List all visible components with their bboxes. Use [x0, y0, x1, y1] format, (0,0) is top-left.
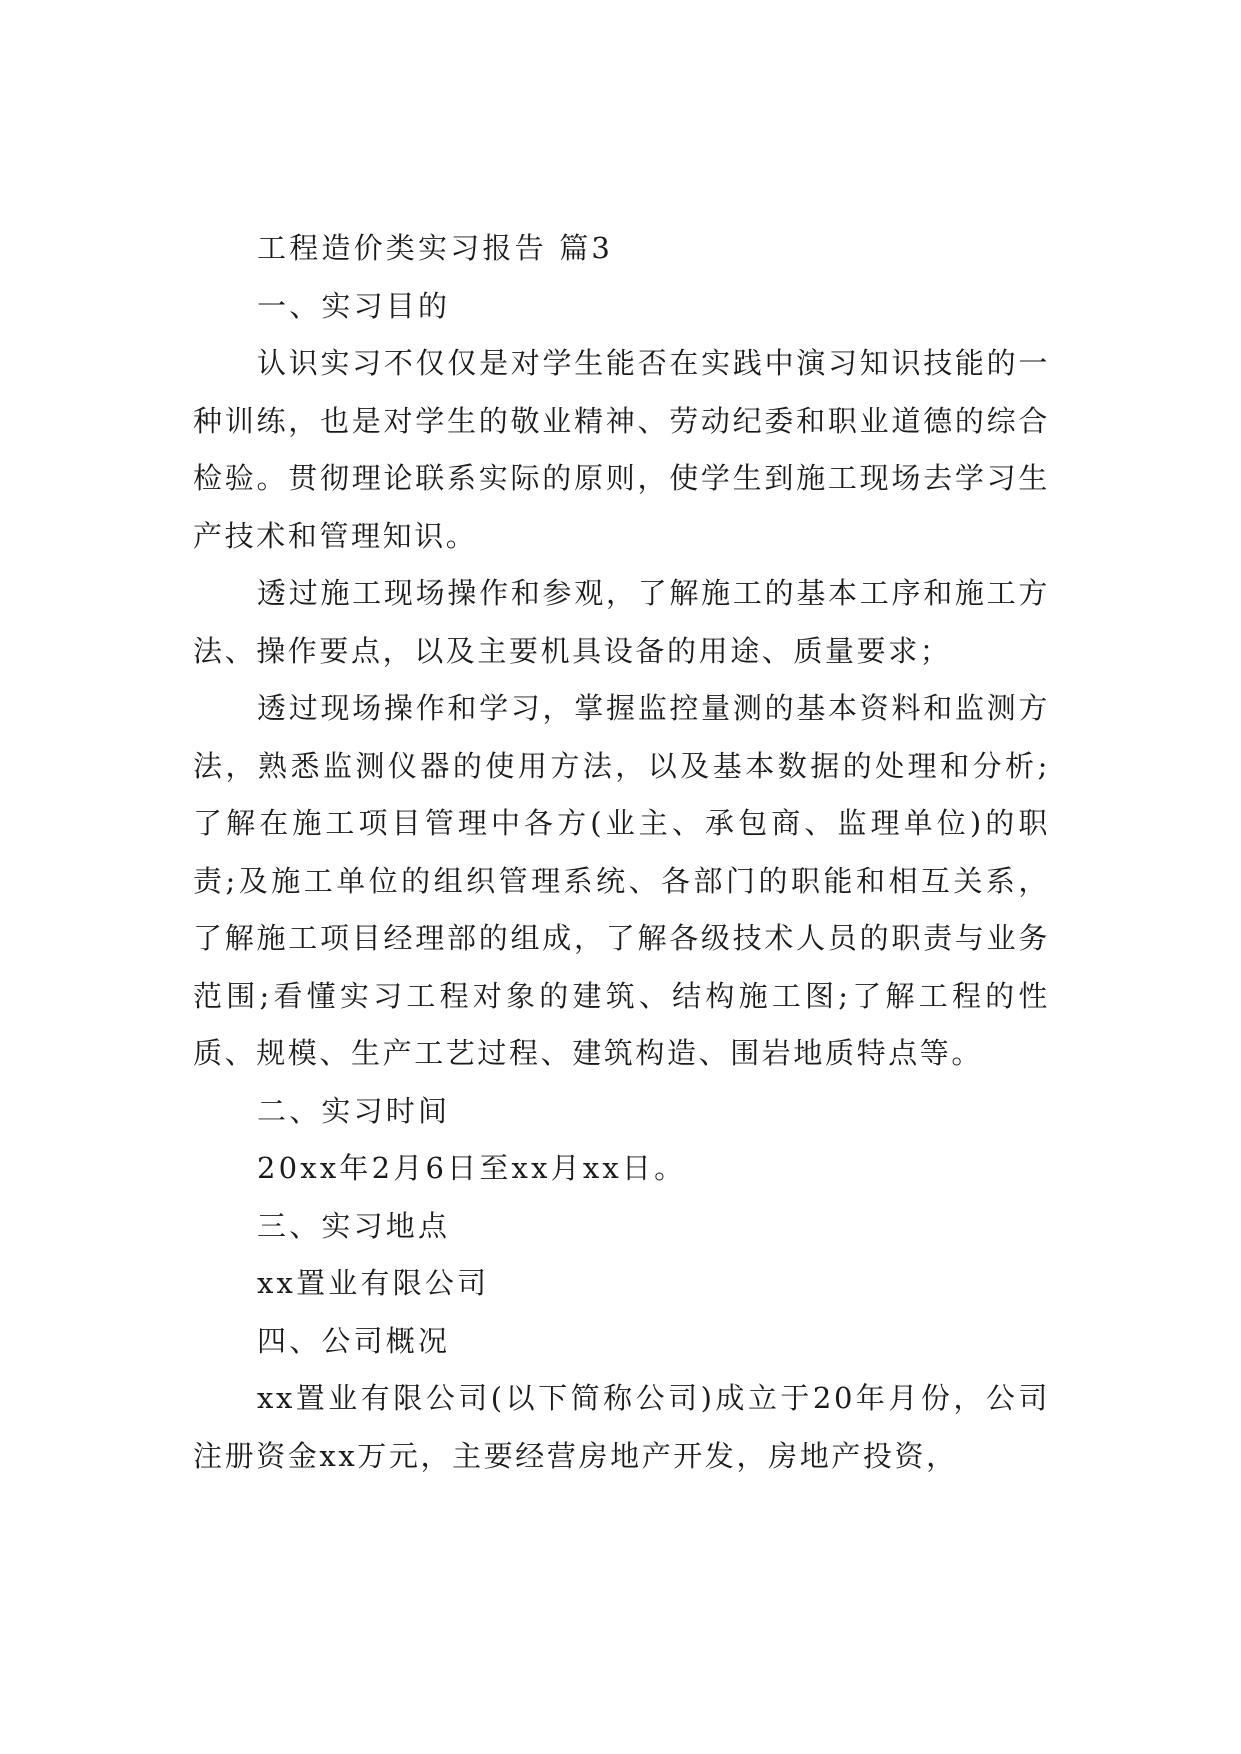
section-heading-location: 三、实习地点 [257, 1208, 451, 1243]
paragraph-company-overview: xx置业有限公司(以下简称公司)成立于20年月份，公司注册资金xx万元，主要经营房地产开发，房地产投资， [193, 1381, 1050, 1473]
document-body [193, 220, 1050, 1485]
internship-location-text: xx置业有限公司 [257, 1266, 490, 1300]
section-heading-company: 四、公司概况 [257, 1323, 451, 1358]
document-title: 工程造价类实习报告 篇3 [257, 231, 614, 265]
paragraph-purpose-3: 透过现场操作和学习，掌握监控量测的基本资料和监测方法，熟悉监测仪器的使用方法，以及基本数据的处理和分析;了解在施工项目管理中各方(业主、承包商、监理单位)的职责;及施工单位的组织管理系统、各部门的职能和相互关系，了解施工项目经理部的组成，了解各级技术人员的职责与业务范围;看懂实习工程对象的建筑、结构施工图;了解工程的性质、规模、生产工艺过程、建筑构造、围岩地质特点等。 [193, 691, 1050, 1070]
section-heading-purpose: 一、实习目的 [257, 288, 451, 323]
section-heading-time: 二、实习时间 [257, 1093, 451, 1128]
internship-time-text: 20xx年2月6日至xx月xx日。 [257, 1151, 687, 1185]
paragraph-purpose-1: 认识实习不仅仅是对学生能否在实践中演习知识技能的一种训练，也是对学生的敬业精神、劳动纪委和职业道德的综合检验。贯彻理论联系实际的原则，使学生到施工现场去学习生产技术和管理知识。 [193, 346, 1050, 553]
paragraph-purpose-2: 透过施工现场操作和参观，了解施工的基本工序和施工方法、操作要点，以及主要机具设备的用途、质量要求； [193, 576, 1050, 668]
